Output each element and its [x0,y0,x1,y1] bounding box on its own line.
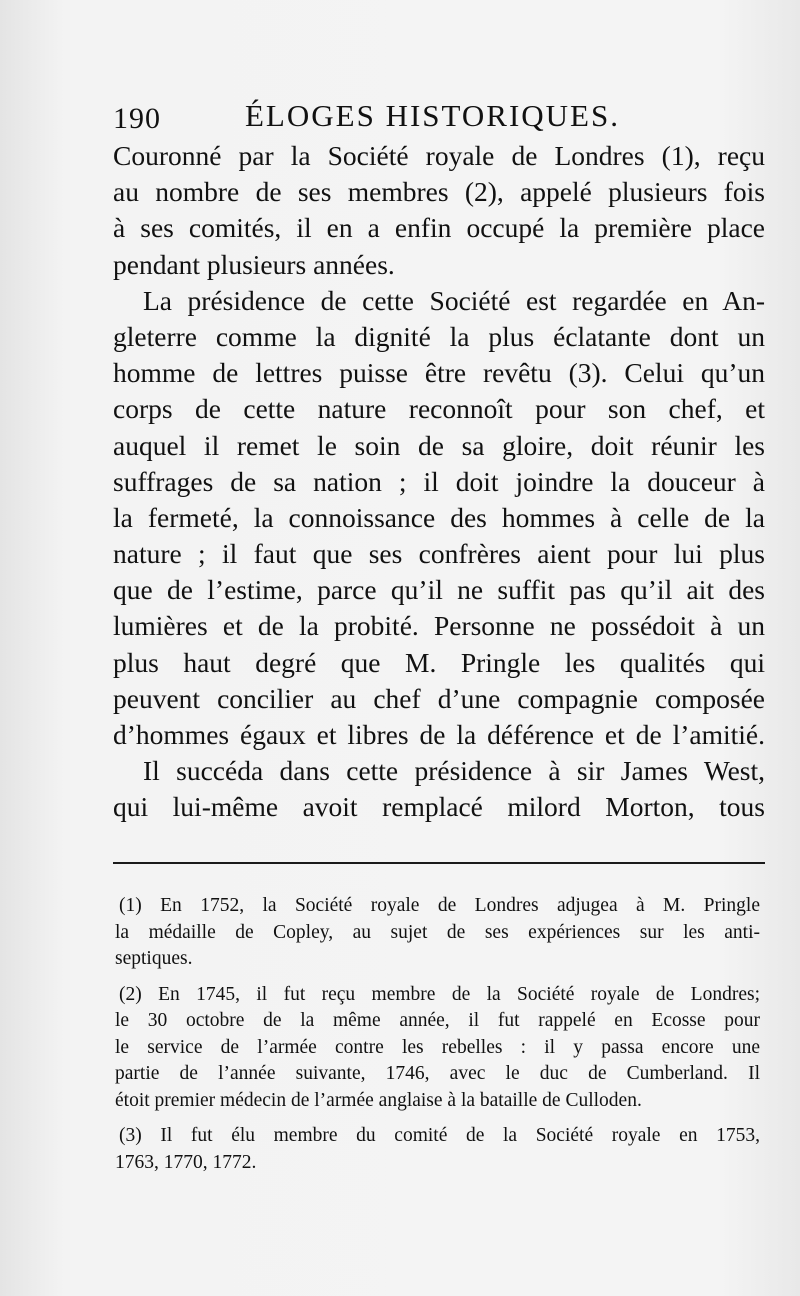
footnote-line: le service de l’armée contre les rebelles : il y passa encore une [115,1036,760,1058]
text-line: homme de lettres puisse être revêtu (3). Celui qu’un [113,357,765,389]
footnote-line: (1) En 1752, la Société royale de Londres adjugea à M. Pringle [119,895,760,916]
footnote-line: étoit premier médecin de l’armée anglaise à la bataille de Culloden. [115,1089,642,1111]
footnote-2 [115,982,760,1115]
text-line: que de l’estime, parce qu’il ne suffit pas qu’il ait des [113,574,765,606]
text-line: nature ; il faut que ses confrères aient pour lui plus [113,538,765,570]
footnote-line: la médaille de Copley, au sujet de ses expériences sur les anti- [115,921,760,943]
footnote-line: partie de l’année suivante, 1746, avec le duc de Cumberland. Il [115,1063,760,1084]
text-line: suffrages de sa nation ; il doit joindre la douceur à [113,465,765,497]
text-line: peuvent concilier au chef d’une compagnie composée [113,682,765,714]
text-line: plus haut degré que M. Pringle les qualités qui [113,646,765,678]
text-line: La présidence de cette Société est regardée en An- [143,284,765,316]
text-line: Couronné par la Société royale de Londres (1), reçu [113,140,765,171]
footnote-line: (3) Il fut élu membre du comité de la Société royale en 1753, [119,1125,760,1146]
footnote-line: septiques. [115,948,193,969]
text-line: gleterre comme la dignité la plus éclatante dont un [113,320,765,352]
page-header [113,98,753,138]
footnote-divider [113,862,765,864]
text-line: au nombre de ses membres (2), appelé plusieurs fois [113,176,765,208]
text-line: pendant plusieurs années. [113,248,395,280]
text-line: lumières et de la probité. Personne ne possédoit à un [113,610,765,642]
main-text [113,138,765,826]
footnotes [115,893,760,1185]
footnote-line: 1763, 1770, 1772. [115,1151,257,1173]
running-title: ÉLOGES HISTORIQUES. [245,98,620,133]
text-line: d’hommes égaux et libres de la déférence et de l’amitié. [113,719,765,750]
footnote-3 [115,1123,760,1176]
page-number: 190 [113,102,161,135]
footnote-1 [115,893,760,973]
text-line: Il succéda dans cette présidence à sir James West, [143,755,765,787]
footnote-line: (2) En 1745, il fut reçu membre de la Société royale de Londres; [119,983,760,1005]
text-line: qui lui-même avoit remplacé milord Morton, tous [113,791,765,823]
text-line: à ses comités, il en a enfin occupé la première place [113,212,765,244]
text-line: corps de cette nature reconnoît pour son chef, et [113,393,765,425]
footnote-line: le 30 octobre de la même année, il fut rappelé en Ecosse pour [115,1010,760,1031]
text-line: auquel il remet le soin de sa gloire, doit réunir les [113,429,765,461]
text-line: la fermeté, la connoissance des hommes à celle de la [113,501,765,533]
